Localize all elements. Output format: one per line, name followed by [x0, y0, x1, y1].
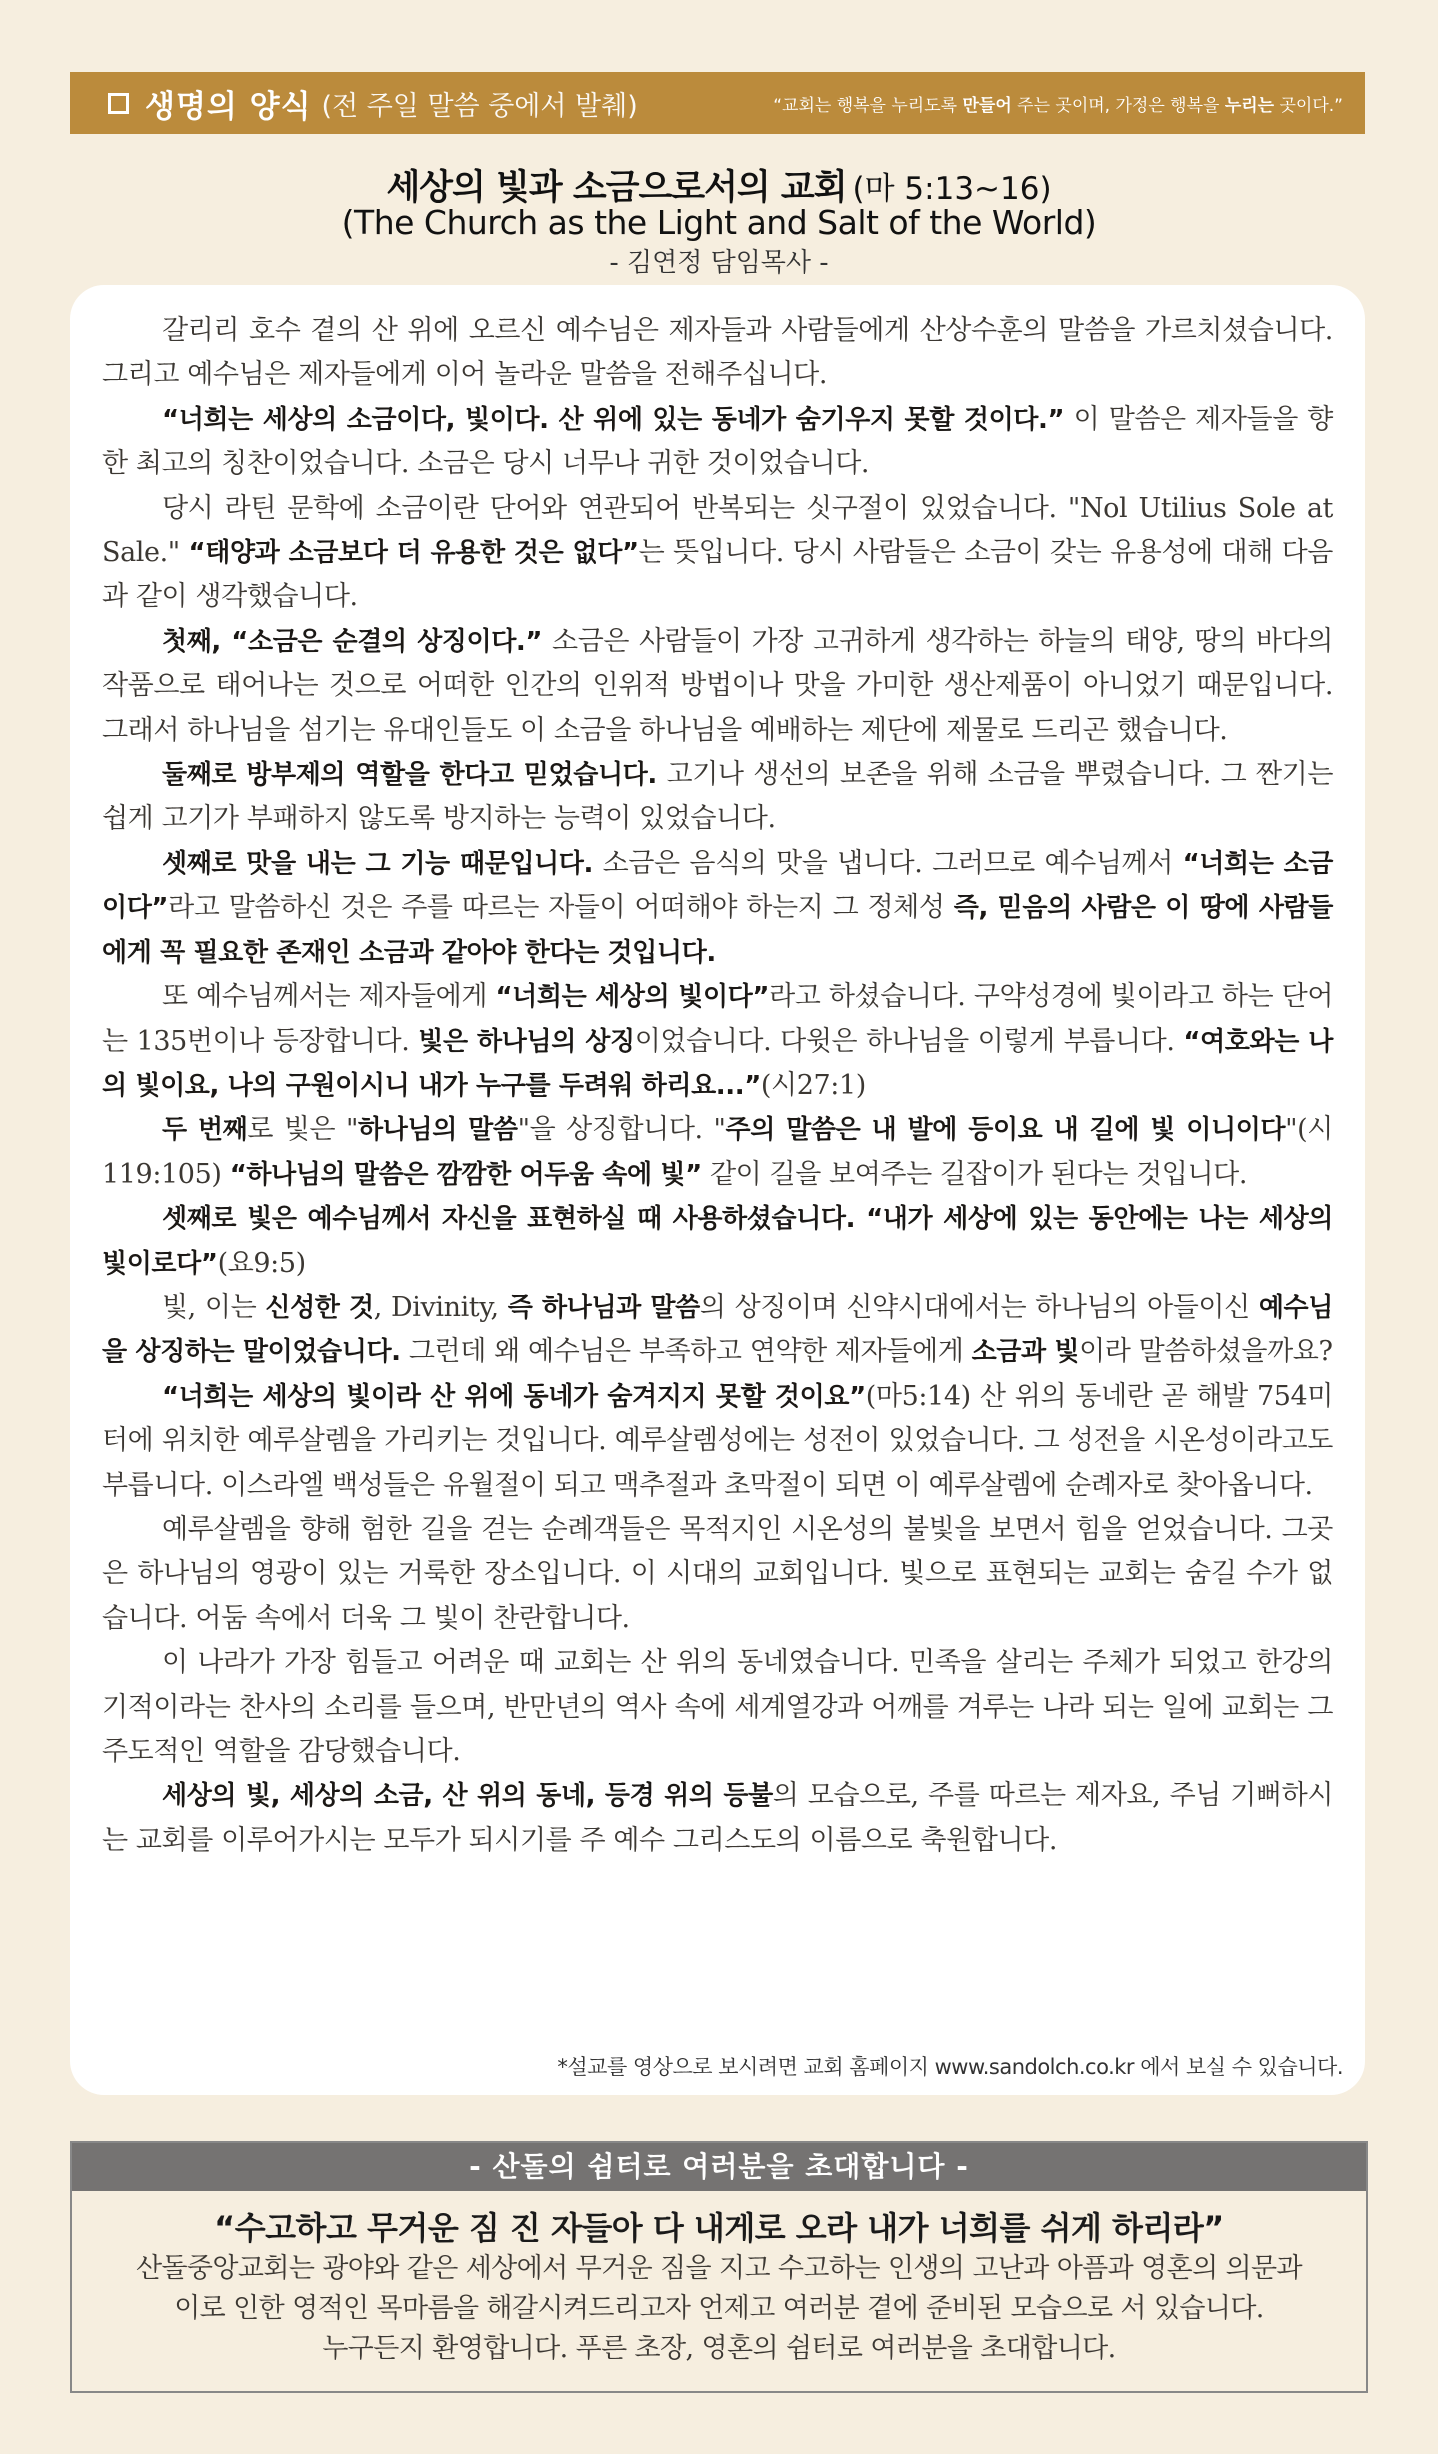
- body-text: 당시 라틴 문학에 소금이란 단어와 연관되어 반복되는 싯구절이 있었습니다. "Nol Utilius Sole at Sale.": [102, 492, 1333, 569]
- sermon-card: [70, 285, 1365, 2095]
- invitation-heading: - 산돌의 쉼터로 여러분을 초대합니다 -: [72, 2143, 1366, 2191]
- invitation-line-3: 누구든지 환영합니다. 푸른 초장, 영혼의 쉼터로 여러분을 초대합니다.: [322, 2333, 1116, 2364]
- body-text: "(시119:105): [102, 1114, 1333, 1190]
- body-text: 소금은 음식의 맛을 냅니다. 그러므로 예수님께서: [592, 847, 1183, 879]
- sermon-paragraph: [102, 620, 1333, 753]
- scripture-reference: (마 5:13~16): [852, 171, 1052, 207]
- invitation-line-1: 산돌중앙교회는 광야와 같은 세상에서 무거운 짐을 지고 수고하는 인생의 고난과 아픔과 영혼의 의문과: [135, 2253, 1303, 2284]
- sermon-body: [102, 309, 1333, 1863]
- body-text: (시27:1): [760, 1069, 866, 1101]
- body-text: 또 예수님께서는 제자들에게: [162, 981, 496, 1013]
- sermon-paragraph: [102, 842, 1333, 975]
- sermon-paragraph: [102, 1508, 1333, 1641]
- sermon-title-text: 세상의 빛과 소금으로서의 교회: [386, 168, 847, 208]
- body-text: 소금은 사람들이 가장 고귀하게 생각하는 하늘의 태양, 땅의 바다의 작품으로 태어나는 것으로 어떠한 인간의 인위적 방법이나 맛을 가미한 생산제품이 아니었기 때문입니다. 그래서 하나님을 섬기는 유대인들도 이 소금을 하나님을 예배하는 제단에 제물로 드리곤 했습니다.: [102, 625, 1333, 746]
- body-text: 라고 말씀하신 것은 주를 따르는 자들이 어떠해야 하는지 그 정체성: [168, 892, 954, 924]
- body-text: 갈리리 호수 곁의 산 위에 오르신 예수님은 제자들과 사람들에게 산상수훈의 말씀을 가르치셨습니다. 그리고 예수님은 제자들에게 이어 놀라운 말씀을 전해주십니다.: [102, 315, 1333, 391]
- body-text: 이 나라가 가장 힘들고 어려운 때 교회는 산 위의 동네였습니다. 민족을 살리는 주체가 되었고 한강의 기적이라는 찬사의 소리를 들으며, 반만년의 역사 속에 세계열강과 어깨를 겨루는 나라 되는 일에 교회는 그 주도적인 역할을 감당했습니다.: [102, 1647, 1333, 1767]
- sermon-paragraph: [102, 309, 1333, 398]
- quote-part: 곳이다.”: [1274, 95, 1343, 116]
- emphasis-text: “너희는 세상의 빛이다”: [495, 982, 770, 1013]
- invitation-box: [70, 2141, 1368, 2393]
- emphasis-text: 세상의 빛, 세상의 소금, 산 위의 동네, 등경 위의 등불: [162, 1781, 773, 1812]
- body-text: , Divinity,: [373, 1291, 508, 1323]
- emphasis-text: 빛은 하나님의 상징: [418, 1026, 635, 1057]
- emphasis-text: “여호와는 나의 빛이요, 나의 구원이시니 내가 누구를 두려워 하리요...”: [102, 1026, 1333, 1101]
- emphasis-text: 둘째로 방부제의 역할을 한다고 믿었습니다.: [162, 760, 657, 791]
- quote-emphasis: 누리는: [1224, 95, 1275, 116]
- sermon-paragraph: [102, 1774, 1333, 1863]
- emphasis-text: 하나님의 말씀: [358, 1115, 518, 1146]
- body-text: 의 모습으로, 주를 따르는 제자요, 주님 기뻐하시는 교회를 이루어가시는 모두가 되시기를 주 예수 그리스도의 이름으로 축원합니다.: [102, 1780, 1333, 1856]
- emphasis-text: 첫째, “소금은 순결의 상징이다.”: [162, 626, 543, 657]
- body-text: (마5:14) 산 위의 동네란 곧 해발 754미터에 위치한 예루살렘을 가리키는 것입니다. 예루살렘성에는 성전이 있었습니다. 그 성전을 시온성이라고도 부릅니다. 이스라엘 백성들은 유월절이 되고 맥추절과 초막절이 되면 이 예루살렘에 순례자로 찾아옵니다.: [102, 1380, 1333, 1501]
- sermon-paragraph: [102, 1375, 1333, 1508]
- emphasis-text: 주의 말씀은 내 발에 등이요 내 길에 빛 이니이다: [725, 1115, 1286, 1146]
- emphasis-text: 즉 하나님과 말씀: [507, 1292, 700, 1323]
- square-bullet-icon: [108, 93, 129, 114]
- sermon-paragraph: [102, 975, 1333, 1108]
- sermon-paragraph: [102, 398, 1333, 487]
- sermon-paragraph: [102, 487, 1333, 620]
- invitation-line-2: 이로 인한 영적인 목마름을 해갈시켜드리고자 언제고 여러분 곁에 준비된 모습으로 서 있습니다.: [174, 2293, 1264, 2324]
- emphasis-text: 신성한 것: [265, 1292, 374, 1323]
- preacher-name: - 김연정 담임목사 -: [609, 248, 829, 278]
- emphasis-text: 소금과 빛: [971, 1337, 1080, 1368]
- emphasis-text: “너희는 세상의 빛이라 산 위에 동네가 숨겨지지 못할 것이요”: [162, 1381, 866, 1412]
- invitation-verse: “수고하고 무거운 짐 진 자들아 다 내게로 오라 내가 너희를 쉬게 하리라”: [214, 2209, 1224, 2247]
- banner-title: 생명의 양식: [145, 88, 312, 125]
- emphasis-text: “너희는 소금이다”: [102, 848, 1333, 924]
- body-text: 이 말씀은 제자들을 향한 최고의 칭찬이었습니다. 소금은 당시 너무나 귀한 것이었습니다.: [102, 403, 1333, 480]
- video-note: *설교를 영상으로 보시려면 교회 홈페이지 www.sandolch.co.kr 에서 보실 수 있습니다.: [557, 2055, 1343, 2079]
- emphasis-text: 셋째로 맛을 내는 그 기능 때문입니다.: [162, 848, 593, 879]
- sermon-paragraph: [102, 1641, 1333, 1774]
- section-banner: [70, 72, 1365, 134]
- emphasis-text: 셋째로 빛은 예수님께서 자신을 표현하실 때 사용하셨습니다. “내가 세상에 있는 동안에는 나는 세상의 빛이로다”: [102, 1204, 1333, 1279]
- quote-emphasis: 만들어: [962, 95, 1012, 116]
- body-text: 이었습니다. 다윗은 하나님을 이렇게 부릅니다.: [634, 1025, 1184, 1057]
- quote-part: 주는 곳이며, 가정은 행복을: [1011, 95, 1225, 116]
- emphasis-text: 예수님을 상징하는 말이었습니다.: [102, 1292, 1333, 1368]
- body-text: 의 상징이며 신약시대에서는 하나님의 아들이신: [699, 1291, 1259, 1323]
- body-text: 이라 말씀하셨을까요?: [1079, 1336, 1333, 1368]
- sermon-paragraph: [102, 1108, 1333, 1197]
- body-text: (요9:5): [217, 1247, 306, 1279]
- body-text: 그런데 왜 예수님은 부족하고 연약한 제자들에게: [400, 1336, 972, 1368]
- body-text: 고기나 생선의 보존을 위해 소금을 뿌렸습니다. 그 짠기는 쉽게 고기가 부패하지 않도록 방지하는 능력이 있었습니다.: [102, 759, 1333, 835]
- body-text: 빛, 이는: [162, 1291, 266, 1323]
- sermon-english-title: (The Church as the Light and Salt of the World): [341, 203, 1097, 242]
- body-text: "을 상징합니다. ": [517, 1114, 726, 1146]
- emphasis-text: 두 번째: [162, 1115, 248, 1146]
- emphasis-text: “태양과 소금보다 더 유용한 것은 없다”: [188, 538, 639, 569]
- sermon-paragraph: [102, 1286, 1333, 1375]
- body-text: 는 뜻입니다. 당시 사람들은 소금이 갖는 유용성에 대해 다음과 같이 생각했습니다.: [102, 537, 1333, 613]
- body-text: 같이 길을 보여주는 길잡이가 된다는 것입니다.: [701, 1158, 1248, 1190]
- sermon-paragraph: [102, 1197, 1333, 1286]
- body-text: 예루살렘을 향해 험한 길을 걷는 순례객들은 목적지인 시온성의 불빛을 보면서 힘을 얻었습니다. 그곳은 하나님의 영광이 있는 거룩한 장소입니다. 이 시대의 교회입니다. 빛으로 표현되는 교회는 숨길 수가 없습니다. 어둠 속에서 더욱 그 빛이 찬란합니다.: [102, 1513, 1333, 1634]
- body-text: 라고 하셨습니다. 구약성경에 빛이라고 하는 단어는 135번이나 등장합니다.: [102, 981, 1334, 1057]
- emphasis-text: “너희는 세상의 소금이다, 빛이다. 산 위에 있는 동네가 숨기우지 못할 것이다.”: [162, 404, 1065, 435]
- body-text: 로 빛은 ": [247, 1114, 359, 1146]
- emphasis-text: “하나님의 말씀은 깜깜한 어두움 속에 빛”: [229, 1159, 702, 1190]
- sermon-paragraph: [102, 753, 1333, 842]
- quote-part: “교회는 행복을 누리도록: [773, 95, 963, 116]
- banner-subtitle: (전 주일 말씀 중에서 발췌): [321, 90, 638, 122]
- banner-quote: [773, 91, 1343, 116]
- emphasis-text: 즉, 믿음의 사람은 이 땅에 사람들에게 꼭 필요한 존재인 소금과 같아야 한다는 것입니다.: [102, 893, 1333, 968]
